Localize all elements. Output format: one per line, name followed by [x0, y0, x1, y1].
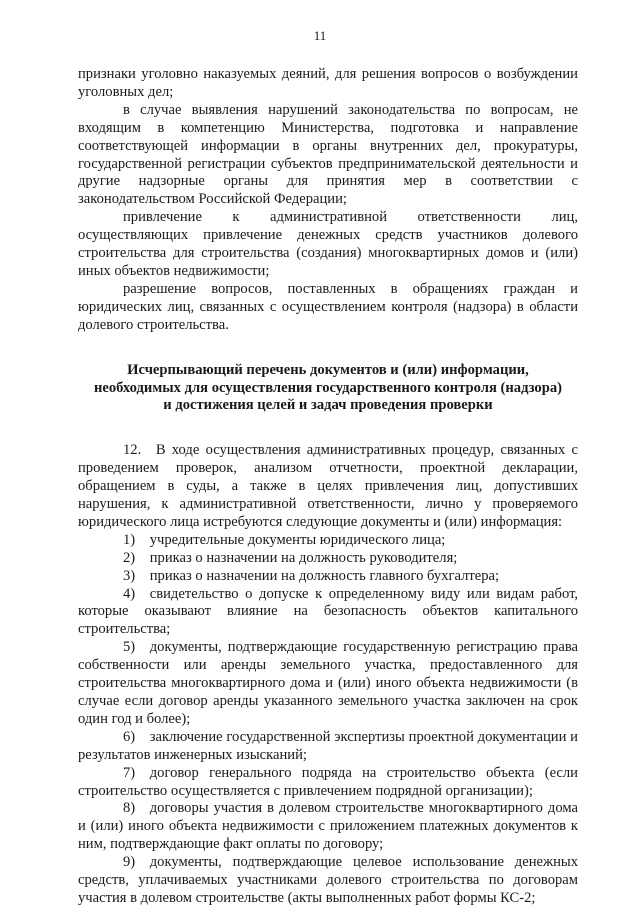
list-item: 6) заключение государственной экспертизы проектной документации и результатов инженерных изысканий; — [78, 728, 578, 763]
list-item: 9) документы, подтверждающие целевое использование денежных средств, уплачиваемых участниками долевого строительства по договорам участия в долевом строительстве (акты выполненных работ формы КС-2; — [78, 854, 578, 906]
list-item: 1) учредительные документы юридического лица; — [123, 531, 446, 548]
list-item: 8) договоры участия в долевом строительстве многоквартирного дома и (или) иного объекта недвижимости с приложением платежных документов к ним, подтверждающие факт оплаты по договору; — [78, 800, 578, 853]
section-heading — [78, 362, 578, 416]
list-item: 7) договор генерального подряда на строительство объекта (если строительство осуществляется с привлечением подрядной организации); — [78, 764, 578, 799]
page-number: 11 — [313, 28, 327, 43]
clause-12: 12. В ходе осуществления административных процедур, связанных с проведением проверок, анализом отчетности, проектной декларации, обращением в суды, а также в целях привлечения лиц, допустивших нарушения, к административной ответственности, лично у проверяемого юридического лица истребуются следующие документы и (или) информация: — [78, 442, 578, 530]
paragraph: привлечение к административной ответственности лиц, осуществляющих привлечение денежных средств участников долевого строительства для строительства (создания) многоквартирных домов и (или) иных объектов недвижимости; — [78, 209, 578, 279]
paragraph: разрешение вопросов, поставленных в обращениях граждан и юридических лиц, связанных с осуществлением контроля (надзора) в области долевого строительства. — [78, 280, 578, 333]
section-heading-line: и достижения целей и задач проведения проверки — [163, 397, 493, 414]
list-item: 3) приказ о назначении на должность главного бухгалтера; — [123, 567, 500, 584]
paragraph: в случае выявления нарушений законодательства по вопросам, не входящим в компетенцию Министерства, подготовка и направление соответствующей информации в органы внутренних дел, прокуратуры, государственной регистрации субъектов предпринимательской деятельности и другие надзорные органы для принятия мер в соответствии с законодательством Российской Федерации; — [78, 101, 578, 208]
list-item: 2) приказ о назначении на должность руководителя; — [123, 549, 458, 566]
list-item: 5) документы, подтверждающие государственную регистрацию права собственности или аренды земельного участка, предоставленного для строительства многоквартирного дома и (или) иного объекта недвижимости (в случае если договор аренды указанного земельного участка заключен на срок один год и более); — [78, 639, 578, 727]
list-item: 4) свидетельство о допуске к определенному виду или видам работ, которые оказывают влияние на безопасность объектов капитального строительства; — [78, 585, 578, 638]
section-heading-line: Исчерпывающий перечень документов и (или) информации, — [127, 361, 529, 378]
document-body — [78, 66, 578, 908]
paragraph-continuation: признаки уголовно наказуемых деяний, для решения вопросов о возбуждении уголовных дел; — [78, 66, 578, 100]
section-heading-line: необходимых для осуществления государственного контроля (надзора) — [94, 379, 562, 396]
